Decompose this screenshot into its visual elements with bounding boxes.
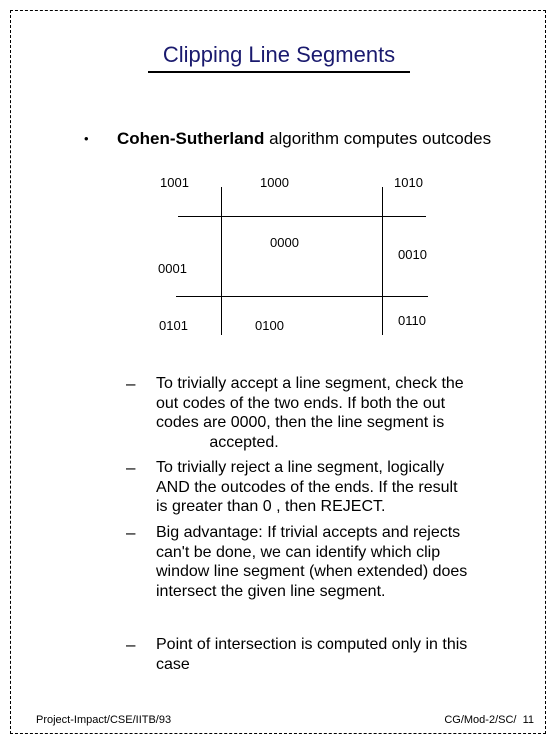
outcode-top-left: 1001 xyxy=(160,175,189,190)
outcode-bottom-center: 0100 xyxy=(255,318,284,333)
outcode-bottom-right: 0110 xyxy=(398,313,426,328)
page-border xyxy=(10,10,546,734)
text-line: can't be done, we can identify which clip xyxy=(156,543,441,561)
subpoint-dash: – xyxy=(126,523,136,542)
subpoint-dash: – xyxy=(126,374,136,393)
subpoint-trivial-reject xyxy=(156,458,526,517)
text-line: codes are 0000, then the line segment is xyxy=(156,414,445,431)
slide-title: Clipping Line Segments xyxy=(162,42,396,67)
text-line: case xyxy=(156,655,190,673)
text-line: To trivially reject a line segment, logically xyxy=(156,459,445,476)
footer-left: Project-Impact/CSE/IITB/93 xyxy=(36,714,172,726)
outcode-right: 0010 xyxy=(398,247,427,262)
text-line: To trivially accept a line segment, check the xyxy=(156,375,464,392)
bullet-marker: • xyxy=(84,131,89,146)
text-line: accepted. xyxy=(156,433,279,451)
grid-bottom-line xyxy=(176,296,428,297)
outcode-top-center: 1000 xyxy=(260,175,289,190)
subpoint-dash: – xyxy=(126,635,136,654)
outcode-top-right: 1010 xyxy=(394,175,423,190)
subpoint-dash: – xyxy=(126,458,136,477)
footer-right: CG/Mod-2/SC/ 11 xyxy=(444,714,534,726)
subpoint-big-advantage xyxy=(156,523,526,601)
outcode-bottom-left: 0101 xyxy=(159,318,188,333)
title-underline xyxy=(148,71,410,73)
bullet-text: algorithm computes outcodes xyxy=(264,129,492,148)
main-bullet xyxy=(117,129,491,149)
subpoint-intersection xyxy=(156,635,526,674)
grid-top-line xyxy=(178,216,426,217)
text-line: AND the outcodes of the ends. If the result xyxy=(156,478,458,496)
text-line: is greater than 0 , then REJECT. xyxy=(156,498,386,515)
subpoint-trivial-accept xyxy=(156,374,526,452)
outcode-left: 0001 xyxy=(158,261,187,276)
text-line: window line segment (when extended) does xyxy=(156,563,468,580)
outcode-center: 0000 xyxy=(270,235,299,250)
algorithm-name: Cohen-Sutherland xyxy=(117,129,265,148)
grid-left-line xyxy=(221,187,222,335)
text-line: Point of intersection is computed only in this xyxy=(156,636,468,653)
grid-right-line xyxy=(382,187,383,335)
text-line: intersect the given line segment. xyxy=(156,582,386,600)
text-line: out codes of the two ends. If both the out xyxy=(156,394,446,412)
text-line: Big advantage: If trivial accepts and rejects xyxy=(156,524,461,541)
